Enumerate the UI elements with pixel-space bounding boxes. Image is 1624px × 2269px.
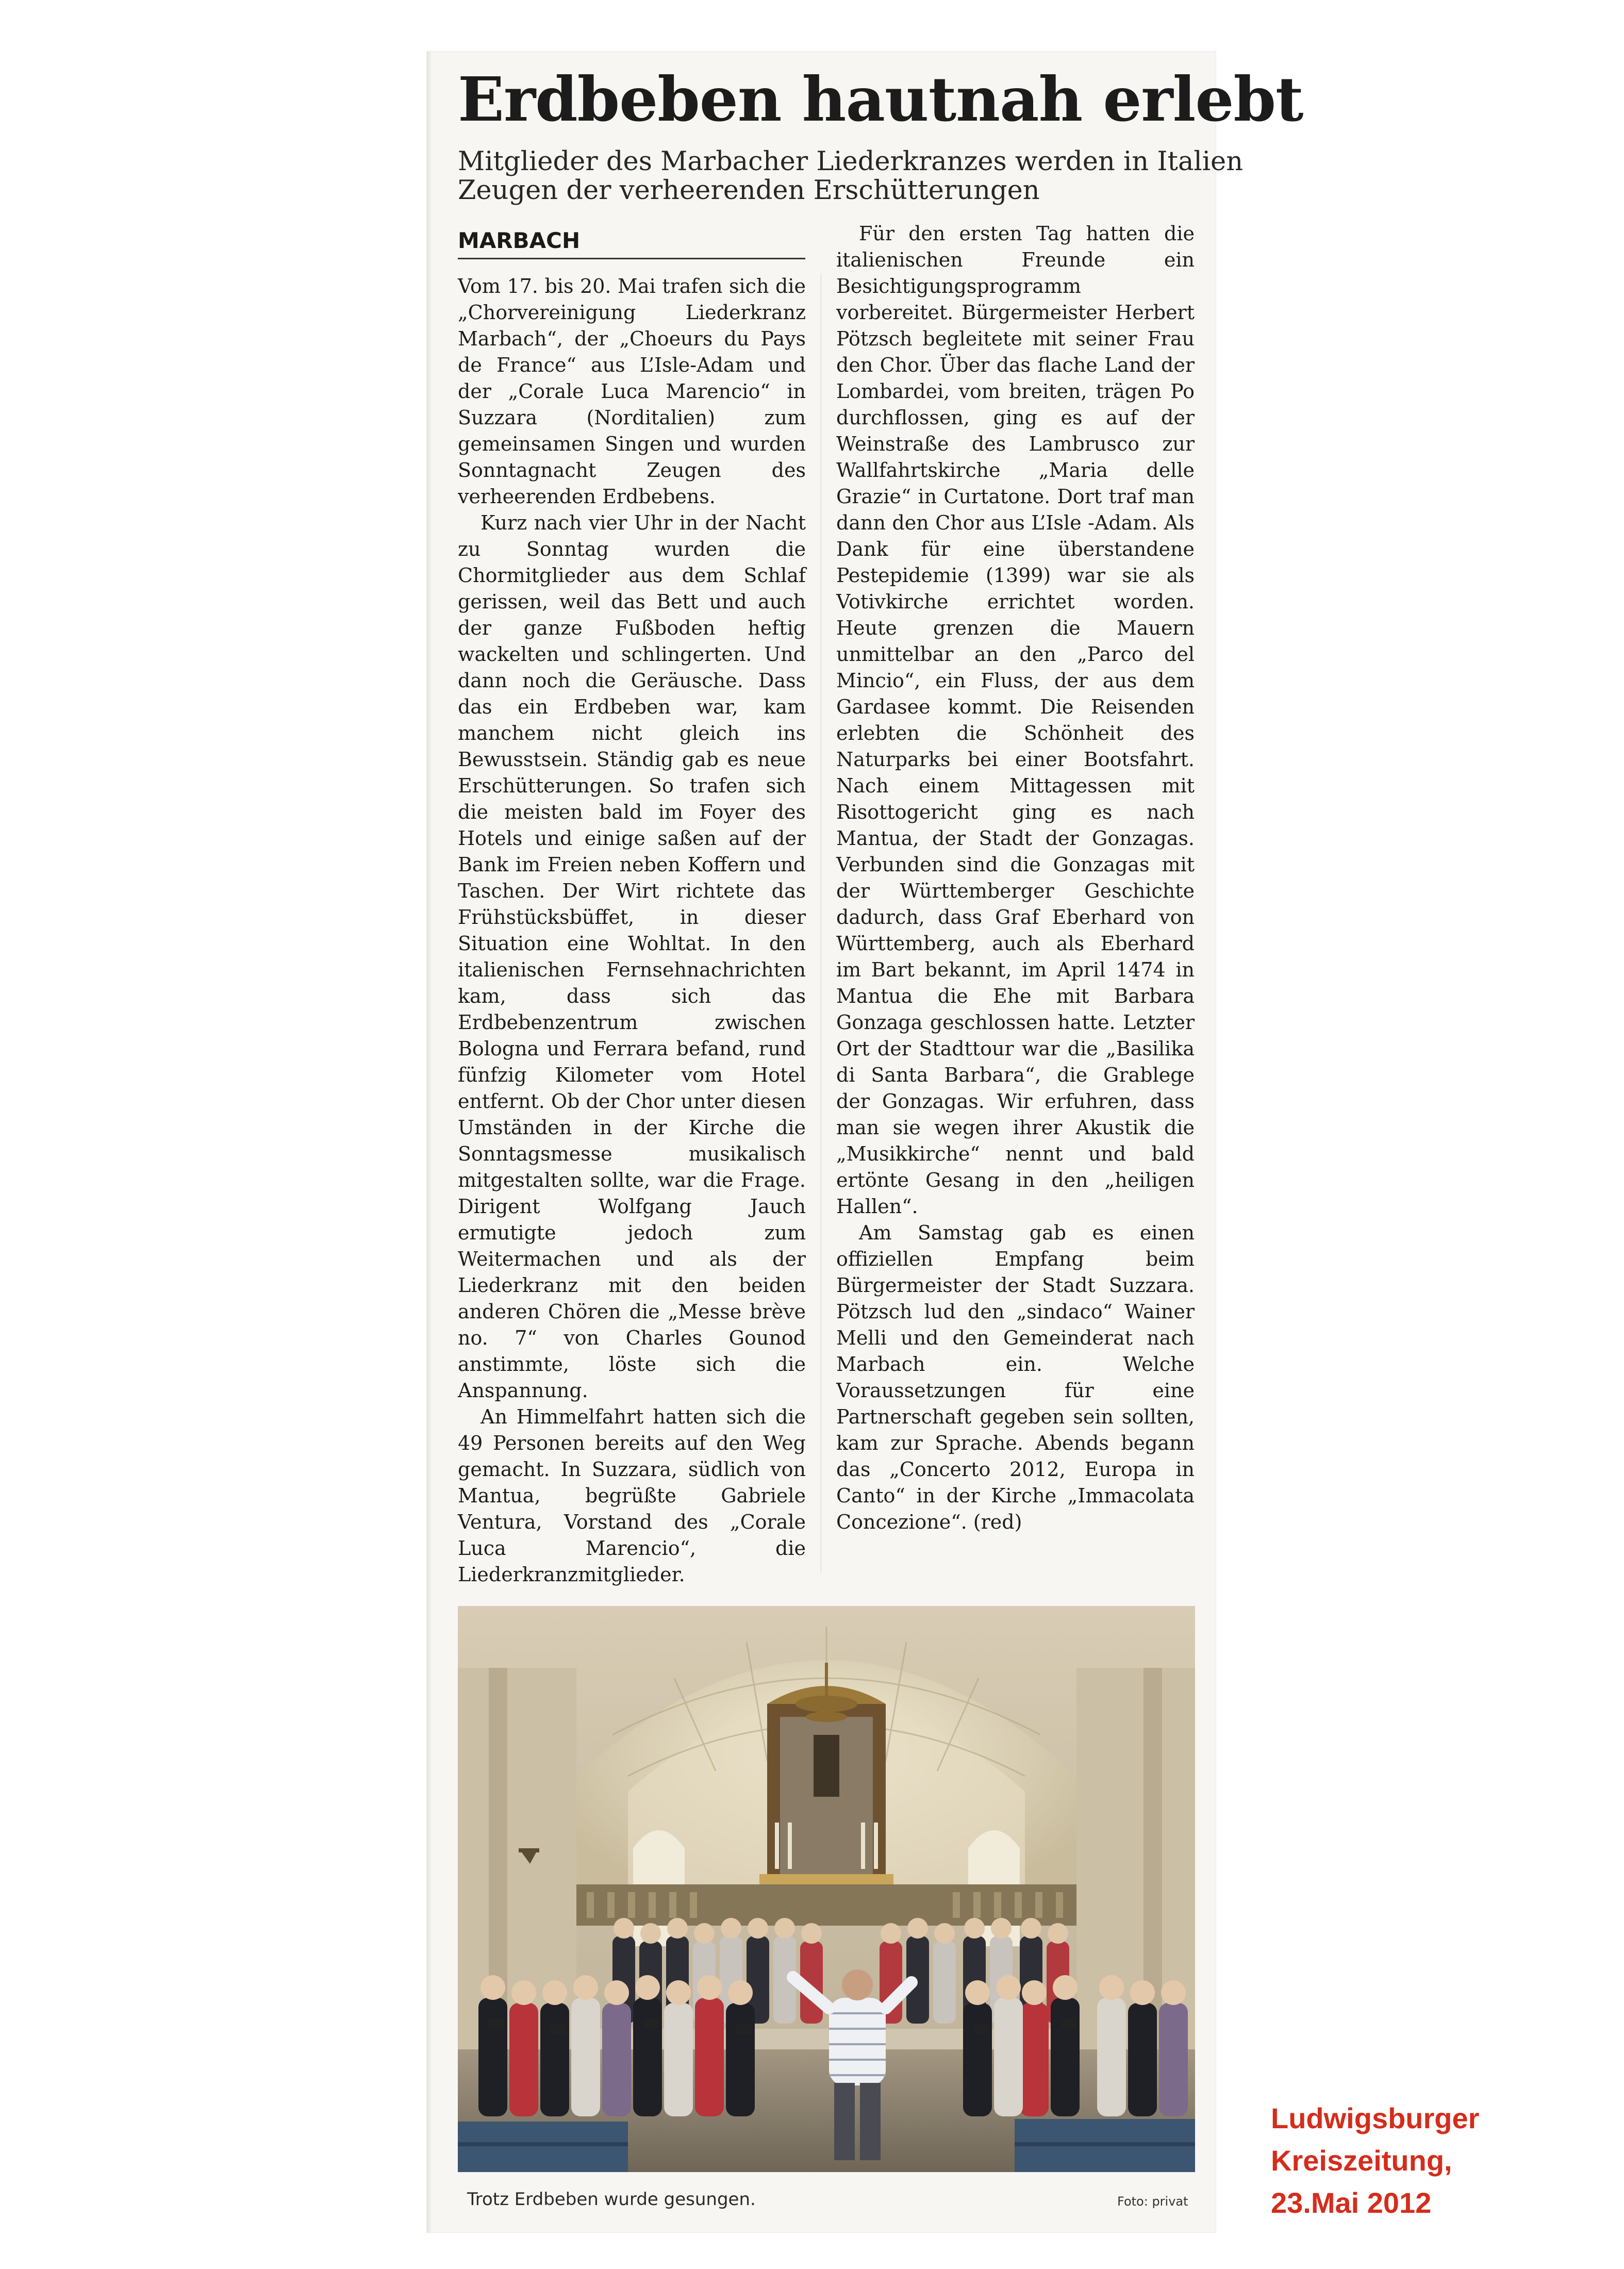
- subheadline-line: Zeugen der verheerenden Erschütterungen: [458, 175, 1040, 206]
- article-headline: Erdbeben hautnah erlebt: [458, 63, 1303, 135]
- paragraph: Vom 17. bis 20. Mai trafen sich die „Chorvereinigung Liederkranz Marbach“, der „Choeurs du Pays de France“ aus L’Isle-Adam und der „Corale Luca Marencio“ in Suzzara (Norditalien) zum gemeinsamen Singen und wurden Sonntagnacht Zeugen des verheerenden Erdbebens.: [458, 275, 806, 508]
- article-column-1: [458, 273, 806, 1585]
- source-note: [1271, 2097, 1601, 2224]
- subheadline-line: Mitglieder des Marbacher Liederkranzes werden in Italien: [458, 146, 1244, 177]
- article-subheadline: [458, 146, 1244, 206]
- clipping-edge-shadow: [427, 52, 432, 2232]
- source-line: Ludwigsburger: [1271, 2102, 1480, 2134]
- paragraph: Für den ersten Tag hatten die italienischen Freunde ein Besichtigungsprogramm vorbereitet. Bürgermeister Herbert Pötzsch begleitete mit seiner Frau den Chor. Über das flache Land der Lombardei, vom breiten, trägen Po durchflossen, ging es auf der Weinstraße des Lambrusco zur Wallfahrtskirche „Maria delle Grazie“ in Curtatone. Dort traf man dann den Chor aus L’Isle -Adam. Als Dank für eine überstandene Pestepidemie (1399) war sie als Votivkirche errichtet worden. Heute grenzen die Mauern unmittelbar an den „Parco del Mincio“, ein Fluss, der aus dem Gardasee kommt. Die Reisenden erlebten die Schönheit des Naturparks bei einer Bootsfahrt. Nach einem Mittagessen mit Risottogericht ging es nach Mantua, der Stadt der Gonzagas. Verbunden sind die Gonzagas mit der Württemberger Geschichte dadurch, dass Graf Eberhard von Württemberg, auch als Eberhard im Bart bekannt, im April 1474 in Mantua die Ehe mit Barbara Gonzaga geschlossen hatte. Letzter Ort der Stadttour war die „Basilika di Santa Barbara“, die Grablege der Gonzagas. Wir erfuhren, dass man sie wegen ihrer Akustik die „Musikkirche“ nennt und bald ertönte Gesang in den „heiligen Hallen“.: [836, 222, 1195, 1218]
- article-column-2: [836, 221, 1195, 1585]
- source-line: 23.Mai 2012: [1271, 2187, 1432, 2219]
- photo-caption: Trotz Erdbeben wurde gesungen.: [467, 2189, 756, 2210]
- source-line: Kreiszeitung,: [1271, 2144, 1452, 2177]
- photo-credit: Foto: privat: [1117, 2194, 1188, 2209]
- article-photo-church-choir: [458, 1606, 1195, 2172]
- paragraph: Am Samstag gab es einen offiziellen Empfang beim Bürgermeister der Stadt Suzzara. Pötzsch lud den „sindaco“ Wainer Melli und den Gemeinderat nach Marbach ein. Welche Voraussetzungen für eine Partnerschaft gegeben sein sollten, kam zur Sprache. Abends begann das „Concerto 2012, Europa in Canto“ in der Kirche „Immacolata Concezione“. (red): [836, 1221, 1195, 1533]
- paragraph: An Himmelfahrt hatten sich die 49 Personen bereits auf den Weg gemacht. In Suzzara, südlich von Mantua, begrüßte Gabriele Ventura, Vorstand des „Corale Luca Marencio“, die Liederkranzmitglieder.: [458, 1405, 806, 1586]
- paragraph: Kurz nach vier Uhr in der Nacht zu Sonntag wurden die Chormitglieder aus dem Schlaf gerissen, weil das Bett und auch der ganze Fußboden heftig wackelten und schlingerten. Und dann noch die Geräusche. Dass das ein Erdbeben war, kam manchem nicht gleich ins Bewusstsein. Ständig gab es neue Erschütterungen. So trafen sich die meisten bald im Foyer des Hotels und einige saßen auf der Bank im Freien neben Koffern und Taschen. Der Wirt richtete das Frühstücksbüffet, in dieser Situation eine Wohltat. In den italienischen Fernsehnachrichten kam, dass sich das Erdbebenzentrum zwischen Bologna und Ferrara befand, rund fünfzig Kilometer vom Hotel entfernt. Ob der Chor unter diesen Umständen in der Kirche die Sonntagsmesse musikalisch mitgestalten sollte, war die Frage. Dirigent Wolfgang Jauch ermutigte jedoch zum Weitermachen und als der Liederkranz mit den beiden anderen Chören die „Messe brève no. 7“ von Charles Gounod anstimmte, löste sich die Anspannung.: [458, 511, 806, 1402]
- article-dateline: MARBACH: [458, 224, 805, 259]
